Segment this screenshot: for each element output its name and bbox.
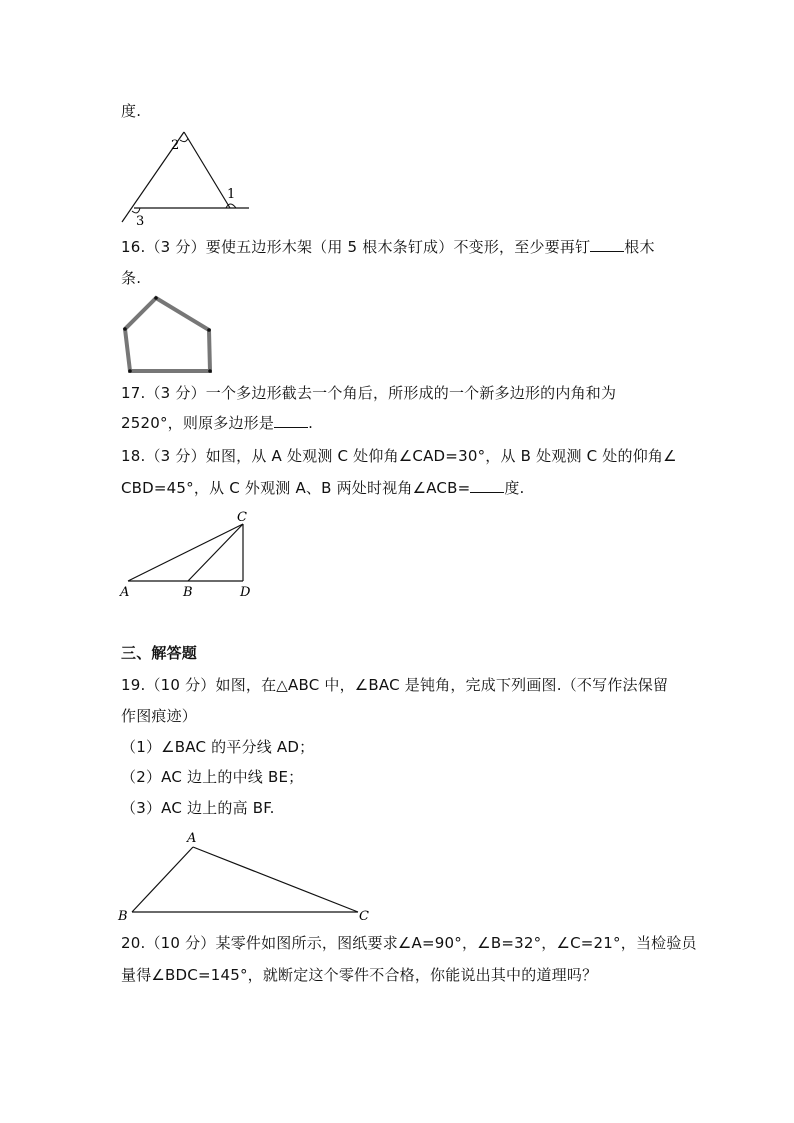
q18-answer-blank[interactable] (470, 478, 504, 493)
q20-line-2: 量得∠BDC=145°，就断定这个零件不合格，你能说出其中的道理吗？ (121, 966, 598, 984)
q15-tail-text: 度. (121, 102, 142, 120)
q19-label-a: A (187, 831, 197, 846)
q16-text-b: 根木 (624, 238, 655, 256)
q19-label-b: B (118, 909, 128, 924)
q19-line-1: 19.（10 分）如图，在△ABC 中，∠BAC 是钝角，完成下列画图.（不写作法保留 (121, 676, 669, 694)
q18-text-a: CBD=45°，从 C 外观测 A、B 两处时视角∠ACB= (121, 479, 471, 497)
q18-triangle-figure (116, 508, 266, 600)
q20-line-1: 20.（10 分）某零件如图所示，图纸要求∠A=90°，∠B=32°，∠C=21°，当检验员 (121, 934, 697, 952)
q15-angle-2-label: 2 (171, 138, 180, 153)
q16-line-2: 条. (121, 269, 142, 287)
q16-pentagon-figure (118, 292, 218, 376)
q18-line-2 (121, 477, 525, 499)
q15-angle-1-label: 1 (227, 187, 236, 202)
q17-line-2 (121, 412, 313, 434)
q15-angle-3-label: 3 (136, 214, 145, 229)
q19-item-1: （1）∠BAC 的平分线 AD； (121, 738, 315, 756)
q18-label-a: A (120, 585, 130, 600)
q16-text-a: 16.（3 分）要使五边形木架（用 5 根木条钉成）不变形，至少要再钉 (121, 238, 591, 256)
q15-triangle-figure (118, 128, 253, 228)
q16-line-1 (121, 236, 655, 258)
q18-text-b: 度. (504, 479, 525, 497)
q17-answer-blank[interactable] (274, 413, 308, 428)
q19-item-3: （3）AC 边上的高 BF. (121, 799, 275, 817)
q17-text-a: 2520°，则原多边形是 (121, 414, 275, 432)
q18-label-b: B (183, 585, 193, 600)
q16-answer-blank[interactable] (590, 237, 624, 252)
q17-text-b: . (308, 414, 314, 432)
q18-label-d: D (240, 585, 251, 600)
q18-label-c: C (237, 510, 247, 525)
section-3-heading: 三、解答题 (121, 644, 198, 662)
q19-item-2: （2）AC 边上的中线 BE； (121, 768, 304, 786)
q19-label-c: C (359, 909, 369, 924)
q19-line-2: 作图痕迹） (121, 707, 198, 725)
q17-line-1: 17.（3 分）一个多边形截去一个角后，所形成的一个新多边形的内角和为 (121, 384, 617, 402)
q19-triangle-figure (114, 828, 374, 926)
q18-line-1: 18.（3 分）如图，从 A 处观测 C 处仰角∠CAD=30°，从 B 处观测 C 处的仰角∠ (121, 447, 677, 465)
